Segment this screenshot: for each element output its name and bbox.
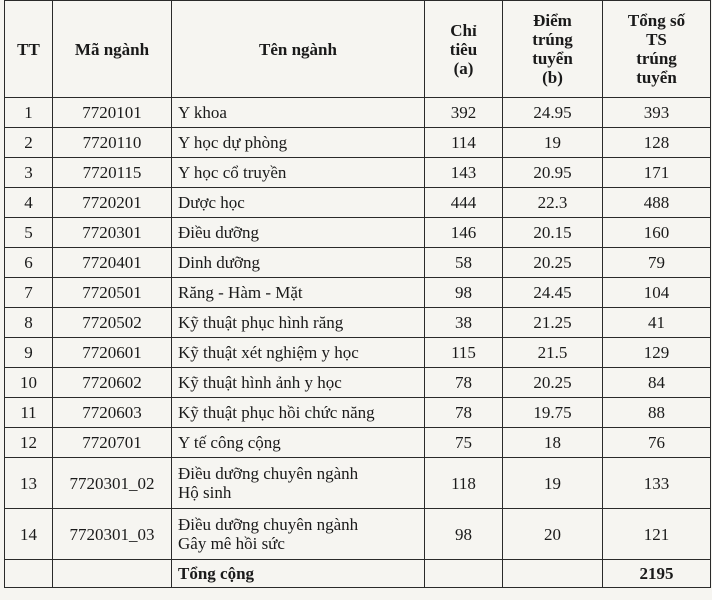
header-cutoff-score	[503, 1, 603, 98]
table-row	[5, 98, 711, 128]
header-line: tuyển	[636, 68, 677, 87]
major-name-line: Điều dưỡng	[178, 223, 259, 242]
major-name	[172, 188, 425, 218]
total-code-cell	[53, 560, 172, 588]
header-major-code	[53, 1, 172, 98]
row-number: 2	[5, 128, 53, 158]
major-code: 7720603	[53, 398, 172, 428]
major-name	[172, 248, 425, 278]
row-number: 8	[5, 308, 53, 338]
quota-value: 444	[425, 188, 503, 218]
quota-value: 143	[425, 158, 503, 188]
admitted-total: 88	[603, 398, 711, 428]
major-name	[172, 338, 425, 368]
header-line: Tên ngành	[259, 39, 337, 59]
major-code: 7720301	[53, 218, 172, 248]
header-line: (b)	[542, 68, 563, 87]
admitted-total: 121	[603, 509, 711, 560]
major-name-line: Kỹ thuật xét nghiệm y học	[178, 343, 359, 362]
admitted-total: 393	[603, 98, 711, 128]
table-row	[5, 188, 711, 218]
row-number: 12	[5, 428, 53, 458]
major-code: 7720201	[53, 188, 172, 218]
quota-value: 98	[425, 278, 503, 308]
quota-value: 75	[425, 428, 503, 458]
admitted-total: 41	[603, 308, 711, 338]
major-code: 7720501	[53, 278, 172, 308]
major-name-line: Y học cổ truyền	[178, 163, 287, 182]
quota-value: 98	[425, 509, 503, 560]
table-row	[5, 248, 711, 278]
major-name-line: Kỹ thuật phục hồi chức năng	[178, 403, 375, 422]
cutoff-score: 20.95	[503, 158, 603, 188]
major-name-line: Hộ sinh	[178, 483, 232, 502]
major-name	[172, 458, 425, 509]
header-line: TS	[646, 30, 667, 49]
major-code: 7720301_02	[53, 458, 172, 509]
admitted-total: 84	[603, 368, 711, 398]
header-line: Chỉ	[450, 20, 477, 40]
quota-value: 38	[425, 308, 503, 338]
admitted-total: 160	[603, 218, 711, 248]
row-number: 7	[5, 278, 53, 308]
major-name-line: Điều dưỡng chuyên ngành	[178, 464, 359, 483]
admitted-total: 76	[603, 428, 711, 458]
cutoff-score: 19.75	[503, 398, 603, 428]
major-name-line: Điều dưỡng chuyên ngành	[178, 515, 359, 534]
total-value: 2195	[603, 560, 711, 588]
major-code: 7720115	[53, 158, 172, 188]
total-row	[5, 560, 711, 588]
quota-value: 115	[425, 338, 503, 368]
cutoff-score: 21.5	[503, 338, 603, 368]
major-code: 7720101	[53, 98, 172, 128]
table-row	[5, 218, 711, 248]
major-name-line: Y tế công cộng	[178, 433, 281, 452]
cutoff-score: 22.3	[503, 188, 603, 218]
admitted-total: 104	[603, 278, 711, 308]
major-name	[172, 218, 425, 248]
cutoff-score: 20	[503, 509, 603, 560]
admitted-total: 128	[603, 128, 711, 158]
header-total-admitted	[603, 1, 711, 98]
header-line: (a)	[453, 58, 474, 78]
major-name-line: Gây mê hồi sức	[178, 534, 285, 553]
admitted-total: 79	[603, 248, 711, 278]
header-line: trúng	[636, 49, 677, 68]
major-code: 7720401	[53, 248, 172, 278]
row-number: 6	[5, 248, 53, 278]
table-row	[5, 308, 711, 338]
row-number: 14	[5, 509, 53, 560]
total-label: Tổng cộng	[172, 560, 425, 588]
quota-value: 118	[425, 458, 503, 509]
major-name	[172, 428, 425, 458]
admitted-total: 488	[603, 188, 711, 218]
table-row	[5, 458, 711, 509]
table-body	[5, 98, 711, 560]
cutoff-score: 20.15	[503, 218, 603, 248]
major-name	[172, 128, 425, 158]
major-name-line: Y học dự phòng	[178, 133, 288, 152]
cutoff-score: 21.25	[503, 308, 603, 338]
header-line: Điểm	[533, 11, 572, 30]
major-code: 7720301_03	[53, 509, 172, 560]
major-code: 7720502	[53, 308, 172, 338]
row-number: 11	[5, 398, 53, 428]
major-name	[172, 158, 425, 188]
total-score-cell	[503, 560, 603, 588]
major-name-line: Dược học	[178, 193, 245, 212]
major-code: 7720601	[53, 338, 172, 368]
admissions-table	[4, 0, 711, 588]
quota-value: 78	[425, 368, 503, 398]
table-row	[5, 158, 711, 188]
table-row	[5, 278, 711, 308]
major-name-line: Y khoa	[178, 103, 227, 122]
major-code: 7720110	[53, 128, 172, 158]
quota-value: 58	[425, 248, 503, 278]
major-code: 7720701	[53, 428, 172, 458]
row-number: 1	[5, 98, 53, 128]
row-number: 13	[5, 458, 53, 509]
major-name	[172, 509, 425, 560]
major-name-line: Dinh dưỡng	[178, 253, 260, 272]
major-name	[172, 398, 425, 428]
cutoff-score: 19	[503, 128, 603, 158]
row-number: 3	[5, 158, 53, 188]
table-row	[5, 128, 711, 158]
table-row	[5, 338, 711, 368]
header-quota	[425, 1, 503, 98]
cutoff-score: 18	[503, 428, 603, 458]
quota-value: 392	[425, 98, 503, 128]
admitted-total: 171	[603, 158, 711, 188]
header-line: tiêu	[449, 39, 478, 59]
row-number: 9	[5, 338, 53, 368]
cutoff-score: 24.95	[503, 98, 603, 128]
major-code: 7720602	[53, 368, 172, 398]
major-name	[172, 368, 425, 398]
quota-value: 146	[425, 218, 503, 248]
header-major-name	[172, 1, 425, 98]
quota-value: 78	[425, 398, 503, 428]
table-row	[5, 398, 711, 428]
major-name	[172, 98, 425, 128]
header-line: Tổng số	[627, 11, 686, 30]
row-number: 5	[5, 218, 53, 248]
row-number: 4	[5, 188, 53, 218]
major-name	[172, 308, 425, 338]
total-quota-cell	[425, 560, 503, 588]
cutoff-score: 20.25	[503, 248, 603, 278]
major-name-line: Răng - Hàm - Mặt	[178, 283, 303, 302]
header-line: tuyển	[532, 49, 573, 68]
header-tt	[5, 1, 53, 98]
cutoff-score: 20.25	[503, 368, 603, 398]
major-name-line: Kỹ thuật phục hình răng	[178, 313, 344, 332]
major-name-line: Kỹ thuật hình ảnh y học	[178, 373, 342, 392]
table-row	[5, 428, 711, 458]
major-name	[172, 278, 425, 308]
cutoff-score: 19	[503, 458, 603, 509]
table-row	[5, 368, 711, 398]
header-row	[5, 1, 711, 98]
admitted-total: 129	[603, 338, 711, 368]
row-number: 10	[5, 368, 53, 398]
header-line: Mã ngành	[74, 39, 150, 59]
total-tt-cell	[5, 560, 53, 588]
admitted-total: 133	[603, 458, 711, 509]
quota-value: 114	[425, 128, 503, 158]
table-row	[5, 509, 711, 560]
header-line: TT	[17, 39, 40, 59]
header-line: trúng	[532, 30, 573, 49]
cutoff-score: 24.45	[503, 278, 603, 308]
